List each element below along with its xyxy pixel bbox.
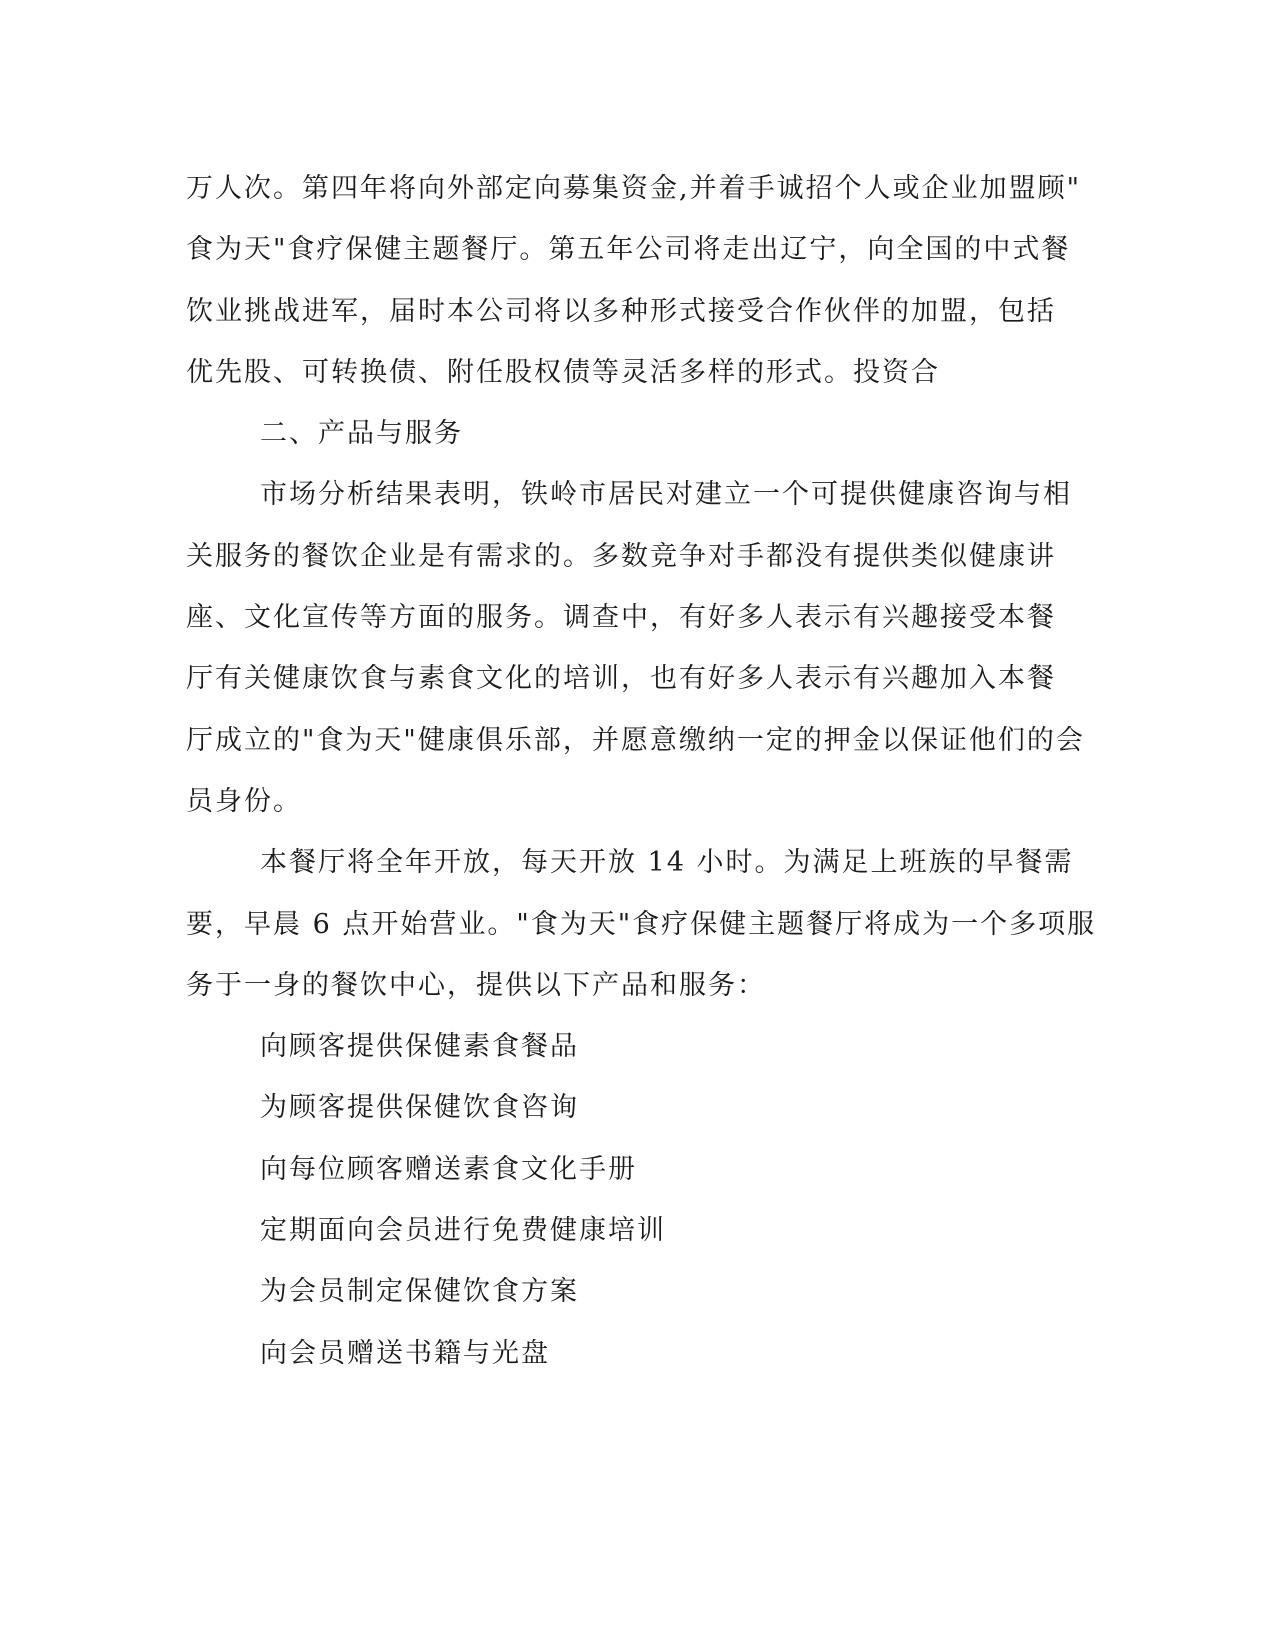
- text-line: 本餐厅将全年开放，每天开放 14 小时。为满足上班族的早餐需: [260, 847, 1074, 879]
- text-line: 务于一身的餐饮中心，提供以下产品和服务：: [186, 969, 766, 1001]
- text-line: 要，早晨 6 点开始营业。"食为天"食疗保健主题餐厅将成为一个多项服: [186, 908, 1097, 940]
- text-line: 员身份。: [186, 785, 302, 817]
- text-line: 厅成立的"食为天"健康俱乐部，并愿意缴纳一定的押金以保证他们的会: [186, 724, 1085, 756]
- list-item: 向顾客提供保健素食餐品: [260, 1031, 579, 1063]
- text-line: 食为天"食疗保健主题餐厅。第五年公司将走出辽宁，向全国的中式餐: [186, 234, 1071, 266]
- text-line: 座、文化宣传等方面的服务。调查中，有好多人表示有兴趣接受本餐: [186, 602, 1056, 634]
- text-line: 万人次。第四年将向外部定向募集资金,并着手诚招个人或企业加盟顾": [186, 173, 1082, 204]
- list-item: 向每位顾客赠送素食文化手册: [260, 1153, 637, 1185]
- document-body: [186, 158, 1097, 1384]
- text-line: 厅有关健康饮食与素食文化的培训，也有好多人表示有兴趣加入本餐: [186, 663, 1056, 695]
- section-heading: 二、产品与服务: [260, 418, 463, 450]
- list-item: 为顾客提供保健饮食咨询: [260, 1092, 579, 1124]
- list-item: 向会员赠送书籍与光盘: [260, 1337, 550, 1369]
- text-line: 关服务的餐饮企业是有需求的。多数竞争对手都没有提供类似健康讲: [186, 540, 1056, 572]
- text-line: 饮业挑战进军，届时本公司将以多种形式接受合作伙伴的加盟，包括: [186, 295, 1056, 327]
- text-line: 市场分析结果表明，铁岭市居民对建立一个可提供健康咨询与相: [260, 479, 1072, 511]
- text-line: 优先股、可转换债、附任股权债等灵活多样的形式。投资合: [186, 356, 940, 388]
- list-item: 定期面向会员进行免费健康培训: [260, 1215, 666, 1247]
- list-item: 为会员制定保健饮食方案: [260, 1276, 579, 1308]
